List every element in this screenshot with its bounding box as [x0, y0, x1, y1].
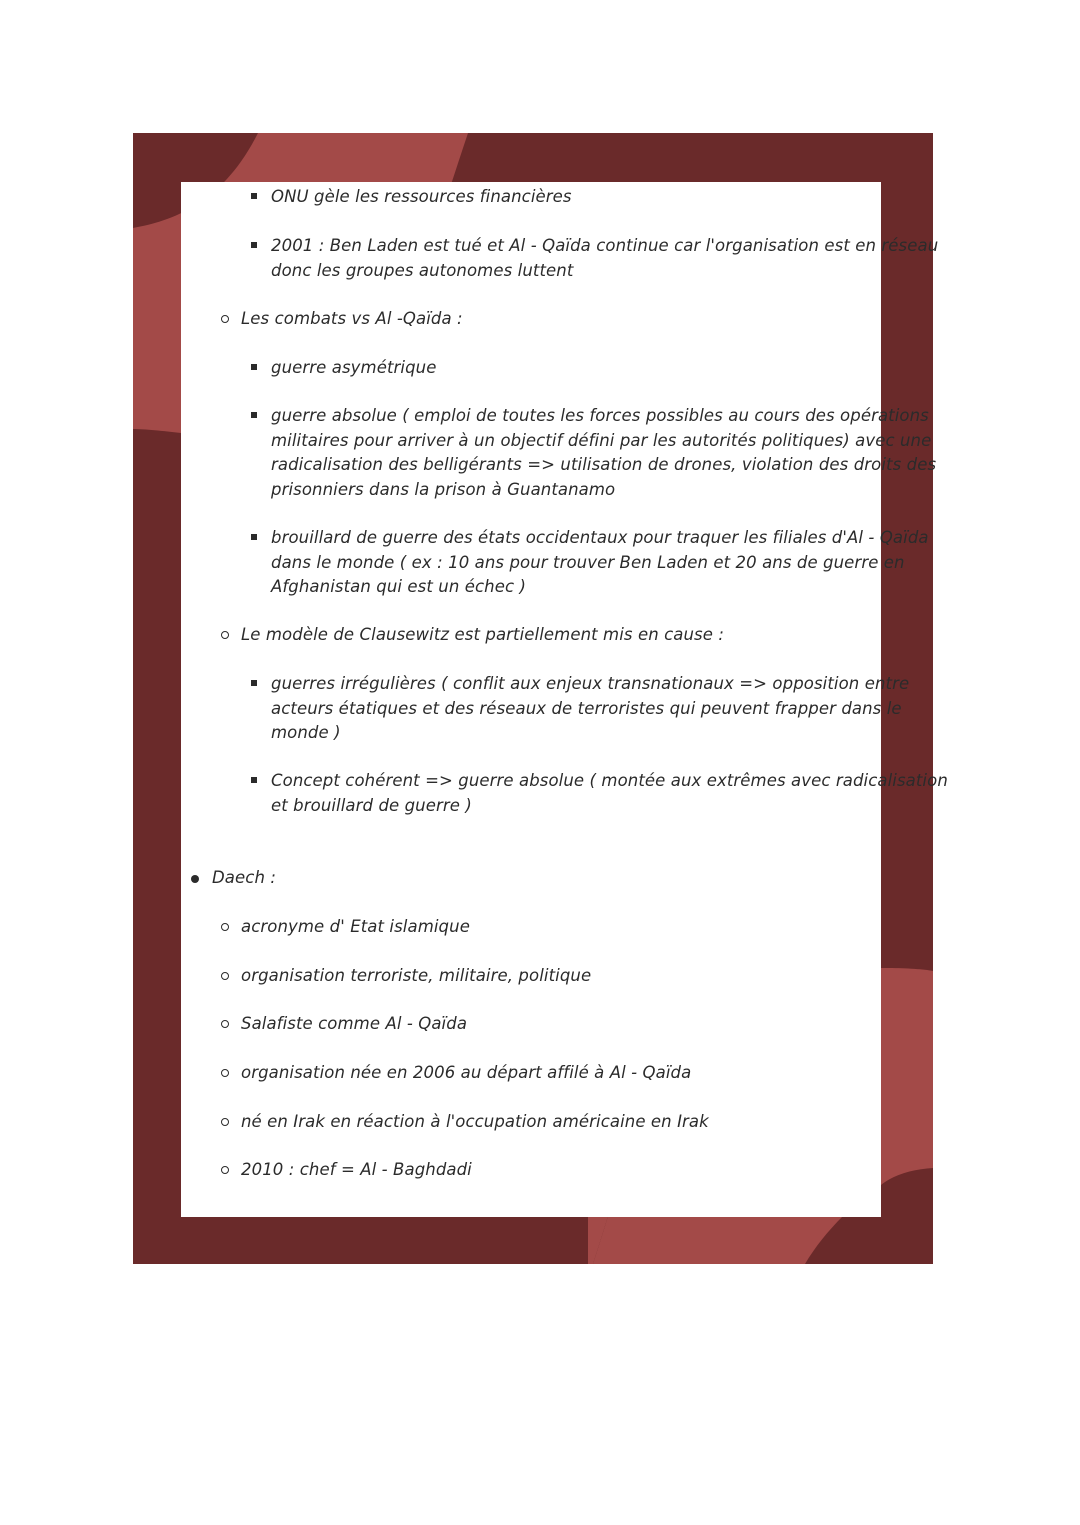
outline-item-line: brouillard de guerre des états occidentaux pour traquer les filiales d'Al - Qaïda: [271, 528, 929, 547]
bullet-circle-icon: [221, 1166, 229, 1174]
outline-item-line: dans le monde ( ex : 10 ans pour trouver Ben Laden et 20 ans de guerre en: [271, 552, 905, 572]
outline-item-line: Daech :: [212, 868, 277, 887]
outline-item-line: ONU gèle les ressources financières: [271, 187, 572, 206]
outline-item-line: militaires pour arriver à un objectif défini par les autorités politiques) avec une: [271, 430, 932, 450]
bullet-circle-icon: [221, 631, 229, 639]
outline-item-line: guerre asymétrique: [271, 358, 437, 377]
bullet-circle-icon: [221, 1069, 229, 1077]
bullet-square-icon: [251, 680, 257, 686]
outline-item-line: né en Irak en réaction à l'occupation américaine en Irak: [241, 1112, 709, 1131]
bullet-circle-icon: [221, 972, 229, 980]
bullet-square-icon: [251, 242, 257, 248]
outline-item-line: 2001 : Ben Laden est tué et Al - Qaïda continue car l'organisation est en réseau: [271, 236, 939, 255]
bullet-square-icon: [251, 193, 257, 199]
outline-item-line: Les combats vs Al -Qaïda :: [241, 309, 463, 328]
bullet-dot-icon: [191, 875, 199, 883]
bullet-square-icon: [251, 777, 257, 783]
outline-item-line: guerres irrégulières ( conflit aux enjeux transnationaux => opposition entre: [271, 674, 910, 693]
outline-item-line: Afghanistan qui est un échec ): [271, 577, 527, 596]
outline-item-line: Le modèle de Clausewitz est partiellement mis en cause :: [241, 625, 725, 644]
outline-item-line: 2010 : chef = Al - Baghdadi: [241, 1160, 472, 1179]
outline-item-line: donc les groupes autonomes luttent: [271, 260, 574, 280]
bullet-circle-icon: [221, 315, 229, 323]
bullet-circle-icon: [221, 1020, 229, 1028]
outline-item-line: Concept cohérent => guerre absolue ( montée aux extrêmes avec radicalisation: [271, 771, 948, 790]
outline-item-line: prisonniers dans la prison à Guantanamo: [271, 479, 616, 499]
outline-item-line: acronyme d' Etat islamique: [241, 917, 470, 936]
outline-item-line: guerre absolue ( emploi de toutes les forces possibles au cours des opérations: [271, 406, 929, 425]
bullet-square-icon: [251, 412, 257, 418]
bullet-circle-icon: [221, 1118, 229, 1126]
outline-item-line: et brouillard de guerre ): [271, 795, 472, 815]
outline-item-line: organisation née en 2006 au départ affilé à Al - Qaïda: [241, 1063, 692, 1082]
bullet-square-icon: [251, 534, 257, 540]
bullet-square-icon: [251, 364, 257, 370]
outline-item-line: acteurs étatiques et des réseaux de terroristes qui peuvent frapper dans le: [271, 698, 902, 718]
outline-item-line: radicalisation des belligérants => utilisation de drones, violation des droits des: [271, 455, 937, 474]
bullet-circle-icon: [221, 923, 229, 931]
outline-item-line: organisation terroriste, militaire, politique: [241, 966, 592, 985]
outline-item-line: Salafiste comme Al - Qaïda: [241, 1014, 468, 1033]
outline-item-line: monde ): [271, 723, 341, 742]
